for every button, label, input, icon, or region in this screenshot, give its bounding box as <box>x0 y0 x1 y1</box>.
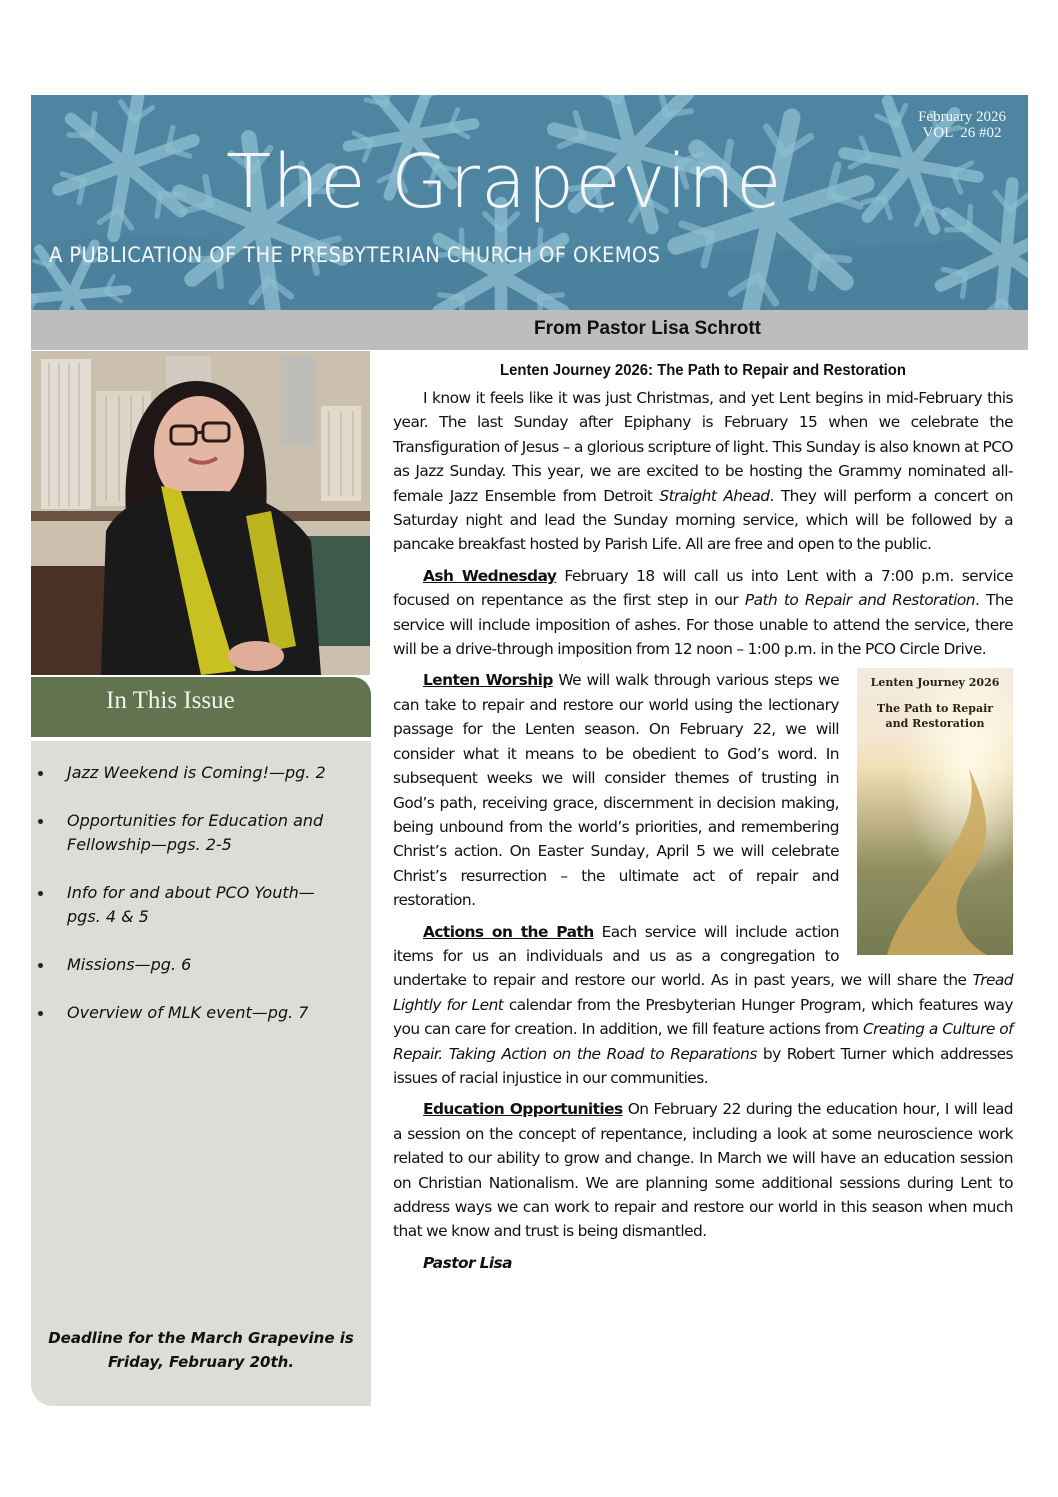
issue-volume: VOL 26 #02 <box>922 125 1002 141</box>
toc-item[interactable]: Jazz Weekend is Coming!—pg. 2 <box>31 761 371 785</box>
article-paragraph: Actions on the Path Each service will include action items for us an individuals and us as a congregation to undertake to repair and restore our world. As in past years, we will share the Tread Lightly for Lent calendar from the Presbyterian Hunger Program, which features way you can care for creation. In addition, we fill feature actions from Creating a Culture of Repair. Taking Action on the Road to Reparations by Robert Turner which addresses issues of racial injustice in our communities. <box>393 922 1014 1087</box>
issue-month: February 2026 <box>918 109 1006 125</box>
toc-item[interactable]: Overview of MLK event—pg. 7 <box>31 1001 371 1025</box>
masthead-banner <box>31 95 1028 310</box>
pastor-photo <box>31 351 370 675</box>
bullet-icon <box>38 1011 43 1016</box>
bullet-icon <box>38 771 43 776</box>
newsletter-subtitle: A PUBLICATION OF THE PRESBYTERIAN CHURCH OF OKEMOS <box>49 243 661 267</box>
graphic-subtitle: The Path to Repair and Restoration <box>876 702 994 731</box>
toc-item[interactable]: Missions—pg. 6 <box>31 953 371 977</box>
article-signoff: Pastor Lisa <box>423 1253 512 1272</box>
actions-on-path-heading: Actions on the Path <box>423 922 594 941</box>
toc-panel <box>31 741 371 1406</box>
toc-list <box>31 761 371 1049</box>
article-title: Lenten Journey 2026: The Path to Repair and Restoration <box>500 362 906 379</box>
portrait-image <box>31 351 370 675</box>
article-paragraph: I know it feels like it was just Christmas, and yet Lent begins in mid-February this year. The last Sunday after Epiphany is February 15 when we celebrate the Transfiguration of Jesus – a glorious scripture of light. This Sunday is also known at PCO as Jazz Sunday. This year, we are excited to be hosting the Grammy nominated all-female Jazz Ensemble from Detroit Straight Ahead. They will perform a concert on Saturday night and lead the Sunday morning service, which will be followed by a pancake breakfast hosted by Parish Life. All are free and open to the public. <box>393 389 1013 554</box>
graphic-title: Lenten Journey 2026 <box>870 676 1000 690</box>
education-opportunities-heading: Education Opportunities <box>423 1100 623 1119</box>
toc-item[interactable]: Info for and about PCO Youth— pgs. 4 & 5 <box>31 881 371 929</box>
article-paragraph: Lenten Worship We will walk through various steps we can take to repair and restore our world using the lectionary passage for the Lenten season. On February 22, we will consider what it means to be obedient to God’s word. In subsequent weeks we will consider themes of trusting in God’s path, receiving grace, discernment in decision making, being unbound from the world’s priorities, and remembering Christ’s action. On Easter Sunday, April 5 we will celebrate Christ’s resurrection – the ultimate act of repair and restoration. <box>393 671 839 910</box>
lenten-worship-heading: Lenten Worship <box>423 671 553 690</box>
article-paragraph: Education Opportunities On February 22 during the education hour, I will lead a session on the concept of repentance, including a look at some neuroscience work related to our ability to grow and change. In March we will have an education session on Christian Nationalism. We are planning some additional sessions during Lent to address ways we can work to repair and restore our world in this season when much that we know and trust is being dismantled. <box>393 1100 1013 1241</box>
newsletter-title: The Grapevine <box>226 139 783 225</box>
bullet-icon <box>38 963 43 968</box>
pastor-article <box>393 362 1013 1282</box>
lenten-journey-graphic <box>857 668 1013 955</box>
toc-header <box>31 677 371 737</box>
ash-wednesday-heading: Ash Wednesday <box>423 566 557 585</box>
section-header-bar <box>31 310 1028 350</box>
deadline-notice: Deadline for the March Grapevine is Friday, February 20th. <box>48 1329 354 1371</box>
toc-title: In This Issue <box>106 687 235 714</box>
section-heading: From Pastor Lisa Schrott <box>534 318 761 339</box>
bullet-icon <box>38 819 43 824</box>
article-paragraph: Ash Wednesday February 18 will call us into Lent with a 7:00 p.m. service focused on repentance as the first step in our Path to Repair and Restoration. The service will include imposition of ashes. For those unable to attend the service, there will be a drive-through imposition from 12 noon – 1:00 p.m. in the PCO Circle Drive. <box>393 566 1014 659</box>
bullet-icon <box>38 891 43 896</box>
toc-item[interactable]: Opportunities for Education and Fellowship—pgs. 2-5 <box>31 809 371 857</box>
issue-info <box>918 109 1006 141</box>
